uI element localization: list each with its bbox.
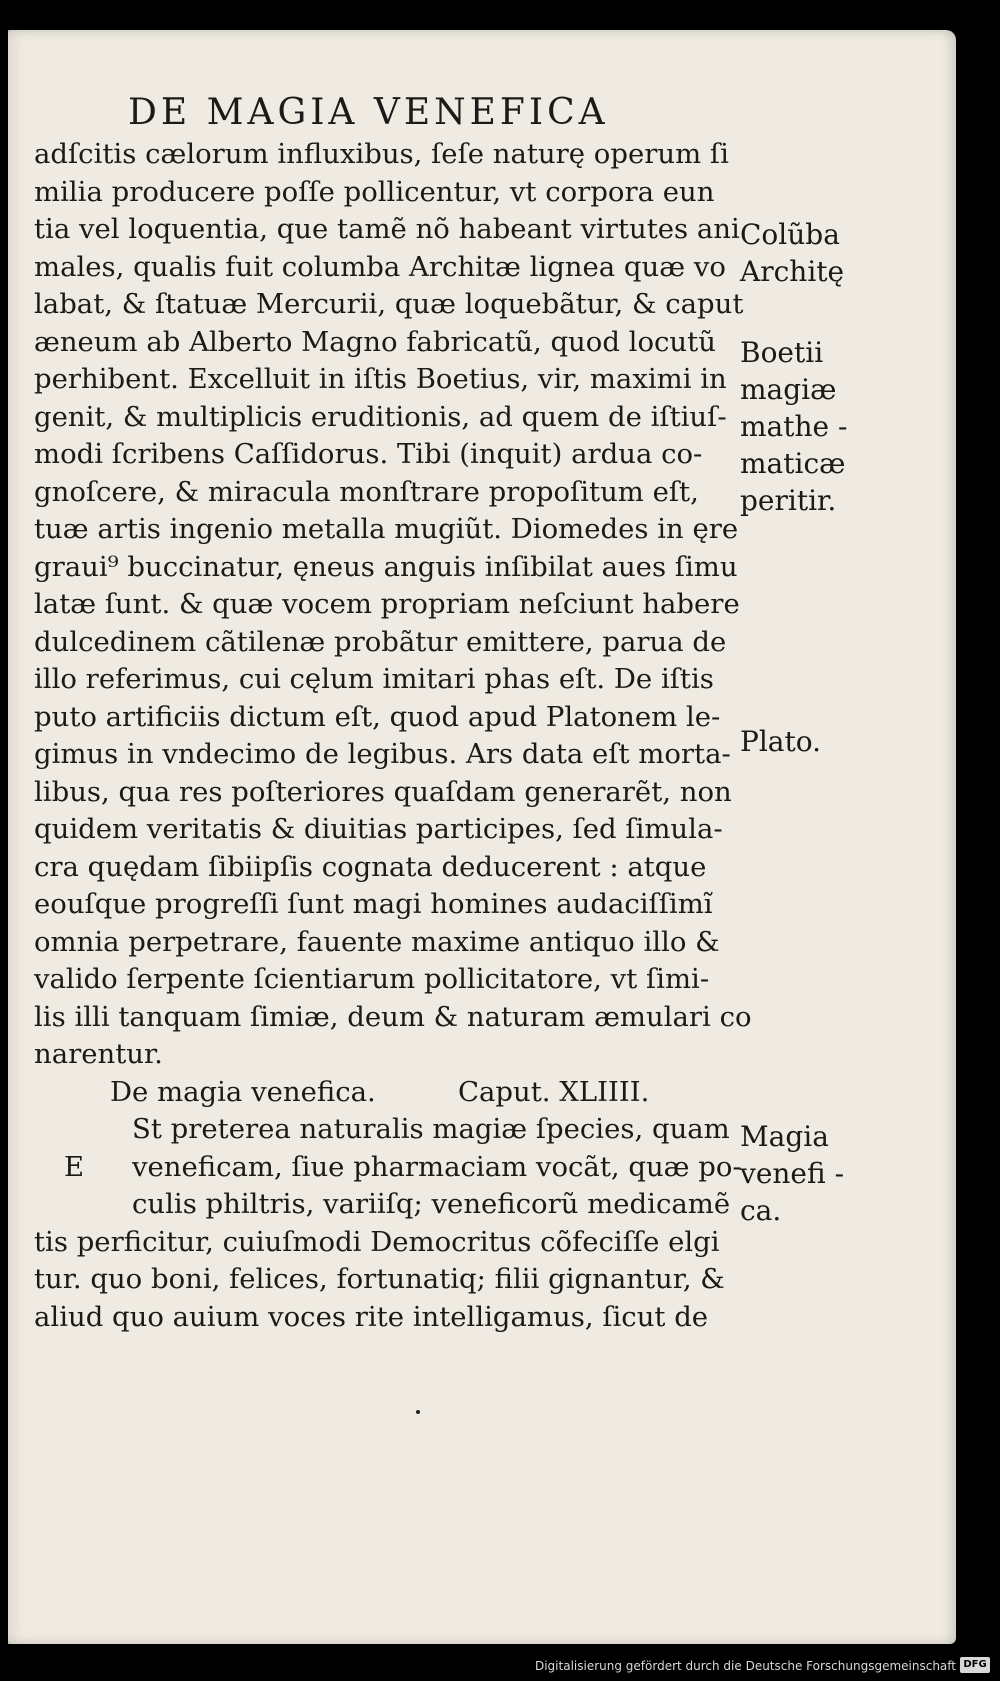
text-line: cra quędam ſibiipſis cognata deducerent : atque <box>34 850 707 883</box>
dfg-logo-icon: DFG <box>960 1657 990 1673</box>
footer-bar <box>0 1652 1000 1681</box>
main-text-block <box>34 136 754 1336</box>
text-line: culis philtris, variiſq; veneficorũ medicamẽ <box>132 1188 731 1220</box>
text-line: valido ſerpente ſcientiarum pollicitatore, vt ſimi- <box>34 963 710 995</box>
text-line: perhibent. Excelluit in iſtis Boetius, vir, maximi in <box>34 363 727 395</box>
margin-note-boetius: Boetii magiæ mathe - maticæ peritir. <box>740 336 848 517</box>
text-line: latæ ſunt. & quæ vocem propriam neſciunt habere <box>34 588 740 620</box>
text-line: St preterea naturalis magiæ ſpecies, quam <box>132 1113 730 1145</box>
ink-speck <box>416 1410 420 1414</box>
funding-credit: Digitalisierung gefördert durch die Deutsche Forschungsgemeinschaft <box>534 1659 956 1673</box>
text-line: modi ſcribens Caſſidorus. Tibi (inquit) ardua co- <box>34 438 703 470</box>
text-line: illo referimus, cui cęlum imitari phas eſt. De iſtis <box>34 663 714 695</box>
text-line: narentur. <box>34 1038 163 1070</box>
margin-note-columba: Colũba Architę <box>740 218 845 288</box>
text-line: adſcitis cælorum influxibus, ſeſe naturę operum ſi <box>34 138 729 170</box>
text-line: genit, & multiplicis eruditionis, ad quem de iſtiuſ- <box>34 400 727 433</box>
text-line: males, qualis fuit columba Architæ lignea quæ vo <box>34 250 726 283</box>
text-line: lis illi tanquam ſimiæ, deum & naturam æmulari co <box>34 1000 752 1033</box>
dropcap-line <box>34 1149 754 1187</box>
chapter-heading <box>34 1074 754 1112</box>
text-line: quidem veritatis & diuitias participes, ſed ſimula- <box>34 813 723 845</box>
margin-note-magia: Magia venefi - ca. <box>740 1120 845 1227</box>
running-head: DE MAGIA VENEFICA <box>128 92 609 133</box>
text-line: omnia perpetrare, fauente maxime antiquo illo & <box>34 925 720 958</box>
text-line: veneficam, ſiue pharmaciam vocãt, quæ po- <box>132 1150 742 1183</box>
text-line: eouſque progreſſi ſunt magi homines audaciſſimĩ <box>34 888 713 920</box>
text-line: dulcedinem cãtilenæ probãtur emittere, parua de <box>34 625 727 658</box>
chapter-number: Caput. XLIIII. <box>458 1075 650 1108</box>
margin-note-plato: Plato. <box>740 725 822 758</box>
text-line: tia vel loquentia, que tamẽ nõ habeant virtutes ani <box>34 213 740 245</box>
text-line: libus, qua res poſteriores quaſdam generarẽt, non <box>34 775 732 808</box>
chapter-title: De magia venefica. <box>110 1075 376 1108</box>
text-line: gnoſcere, & miracula monſtrare propoſitum eſt, <box>34 475 699 508</box>
text-line: graui⁹ buccinatur, ęneus anguis inſibilat aues ſimu <box>34 550 738 583</box>
text-line: puto artificiis dictum eſt, quod apud Platonem le- <box>34 700 721 733</box>
dropcap-letter: E <box>64 1150 85 1183</box>
text-line: æneum ab Alberto Magno fabricatũ, quod locutũ <box>34 325 716 358</box>
text-line: tuæ artis ingenio metalla mugiũt. Diomedes in ęre <box>34 513 739 545</box>
text-line: aliud quo auium voces rite intelligamus, ſicut de <box>34 1300 709 1333</box>
text-line: tis perficitur, cuiuſmodi Democritus cõfeciſſe elgi <box>34 1225 720 1258</box>
text-line: gimus in vndecimo de legibus. Ars data eſt morta- <box>34 738 731 770</box>
text-line: tur. quo boni, felices, fortunatiq; filii gignantur, & <box>34 1263 725 1295</box>
text-line: milia producere poſſe pollicentur, vt corpora eun <box>34 175 715 208</box>
text-line: labat, & ſtatuæ Mercurii, quæ loquebãtur, & caput <box>34 288 744 320</box>
